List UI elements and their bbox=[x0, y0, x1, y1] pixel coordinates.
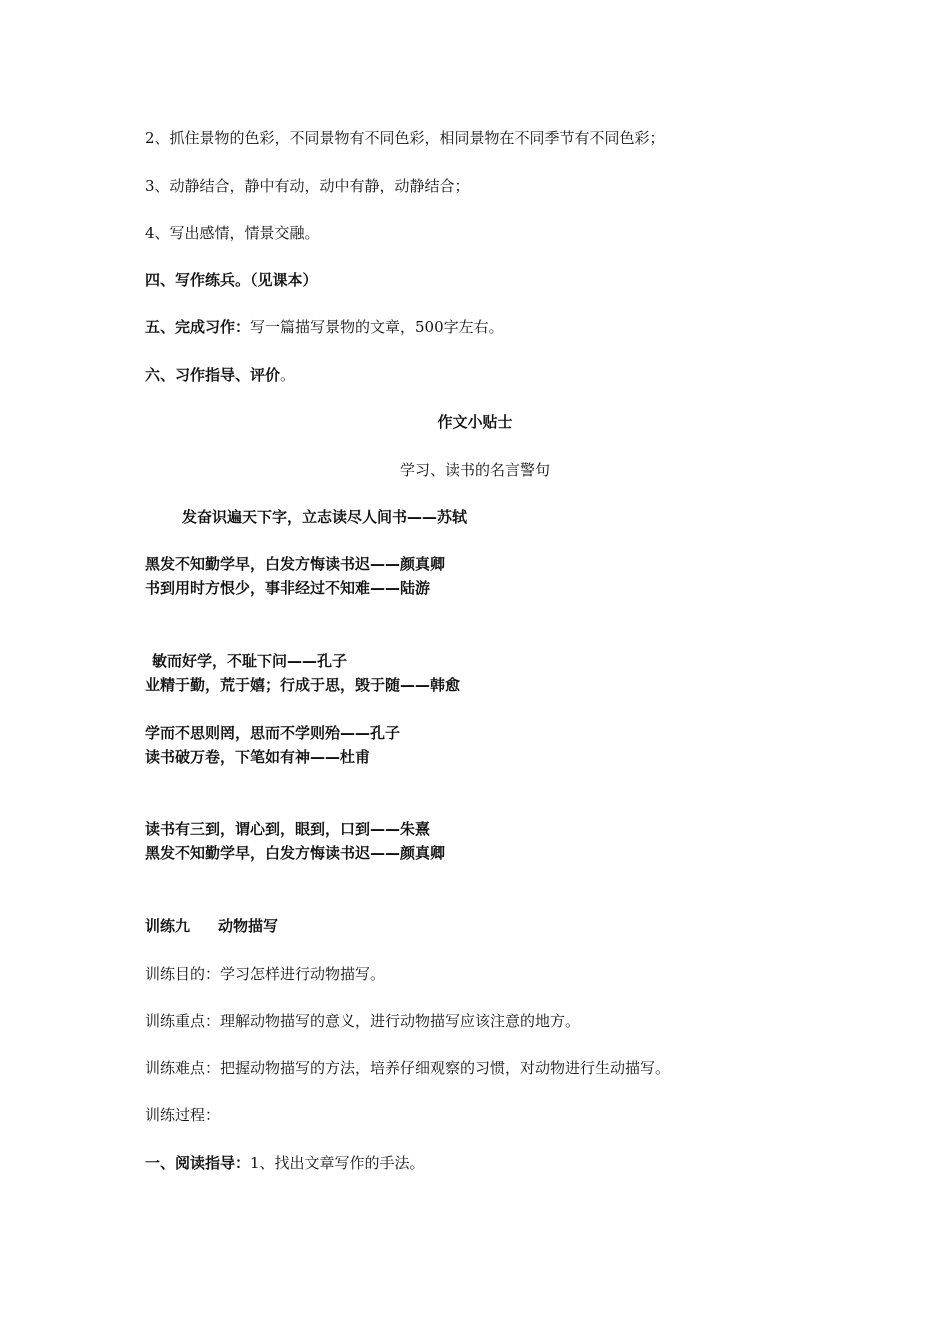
tip-3: 3、动静结合，静中有动，动中有静，动静结合； bbox=[145, 177, 470, 195]
step-1-label: 一、阅读指导： bbox=[145, 1154, 251, 1172]
tips-box-title: 作文小贴士 bbox=[437, 413, 513, 431]
section-5 bbox=[145, 317, 504, 337]
training-process: 训练过程： bbox=[145, 1106, 221, 1124]
section-5-label: 五、完成习作： bbox=[145, 318, 251, 336]
quote-8: 读书有三到，谓心到，眼到，口到——朱熹 bbox=[145, 820, 431, 838]
section-5-text: 写一篇描写景物的文章，500字左右。 bbox=[250, 318, 504, 336]
tip-4: 4、写出感情，情景交融。 bbox=[145, 224, 320, 242]
training-focus: 训练重点：理解动物描写的意义，进行动物描写应该注意的地方。 bbox=[145, 1012, 581, 1030]
quote-1: 发奋识遍天下字，立志读尽人间书——苏轼 bbox=[182, 508, 468, 526]
training-goal: 训练目的：学习怎样进行动物描写。 bbox=[145, 965, 386, 983]
section-4-heading: 四、写作练兵。（见课本） bbox=[145, 271, 318, 289]
quote-5: 业精于勤，荒于嬉；行成于思，毁于随——韩愈 bbox=[145, 676, 461, 694]
section-6 bbox=[145, 365, 295, 385]
training-title: 动物描写 bbox=[218, 917, 279, 935]
quote-7: 读书破万卷，下笔如有神——杜甫 bbox=[145, 748, 371, 766]
tips-box-subtitle: 学习、读书的名言警句 bbox=[399, 461, 550, 479]
training-heading bbox=[145, 916, 278, 936]
tip-2: 2、抓住景物的色彩，不同景物有不同色彩，相同景物在不同季节有不同色彩； bbox=[145, 129, 665, 147]
quote-9: 黑发不知勤学早，白发方悔读书迟——颜真卿 bbox=[145, 844, 446, 862]
training-step-1 bbox=[145, 1153, 425, 1173]
training-difficulty: 训练难点：把握动物描写的方法，培养仔细观察的习惯，对动物进行生动描写。 bbox=[145, 1059, 671, 1077]
quote-4: 敏而好学，不耻下问——孔子 bbox=[152, 652, 348, 670]
section-6-label: 六、习作指导、评价 bbox=[145, 366, 281, 384]
quote-3: 书到用时方恨少，事非经过不知难——陆游 bbox=[145, 579, 431, 597]
quote-2: 黑发不知勤学早，白发方悔读书迟——颜真卿 bbox=[145, 555, 446, 573]
training-number: 训练九 bbox=[145, 917, 191, 935]
step-1-text: 1、找出文章写作的手法。 bbox=[250, 1154, 425, 1172]
section-6-end: 。 bbox=[280, 366, 296, 384]
quote-6: 学而不思则罔，思而不学则殆——孔子 bbox=[145, 724, 401, 742]
